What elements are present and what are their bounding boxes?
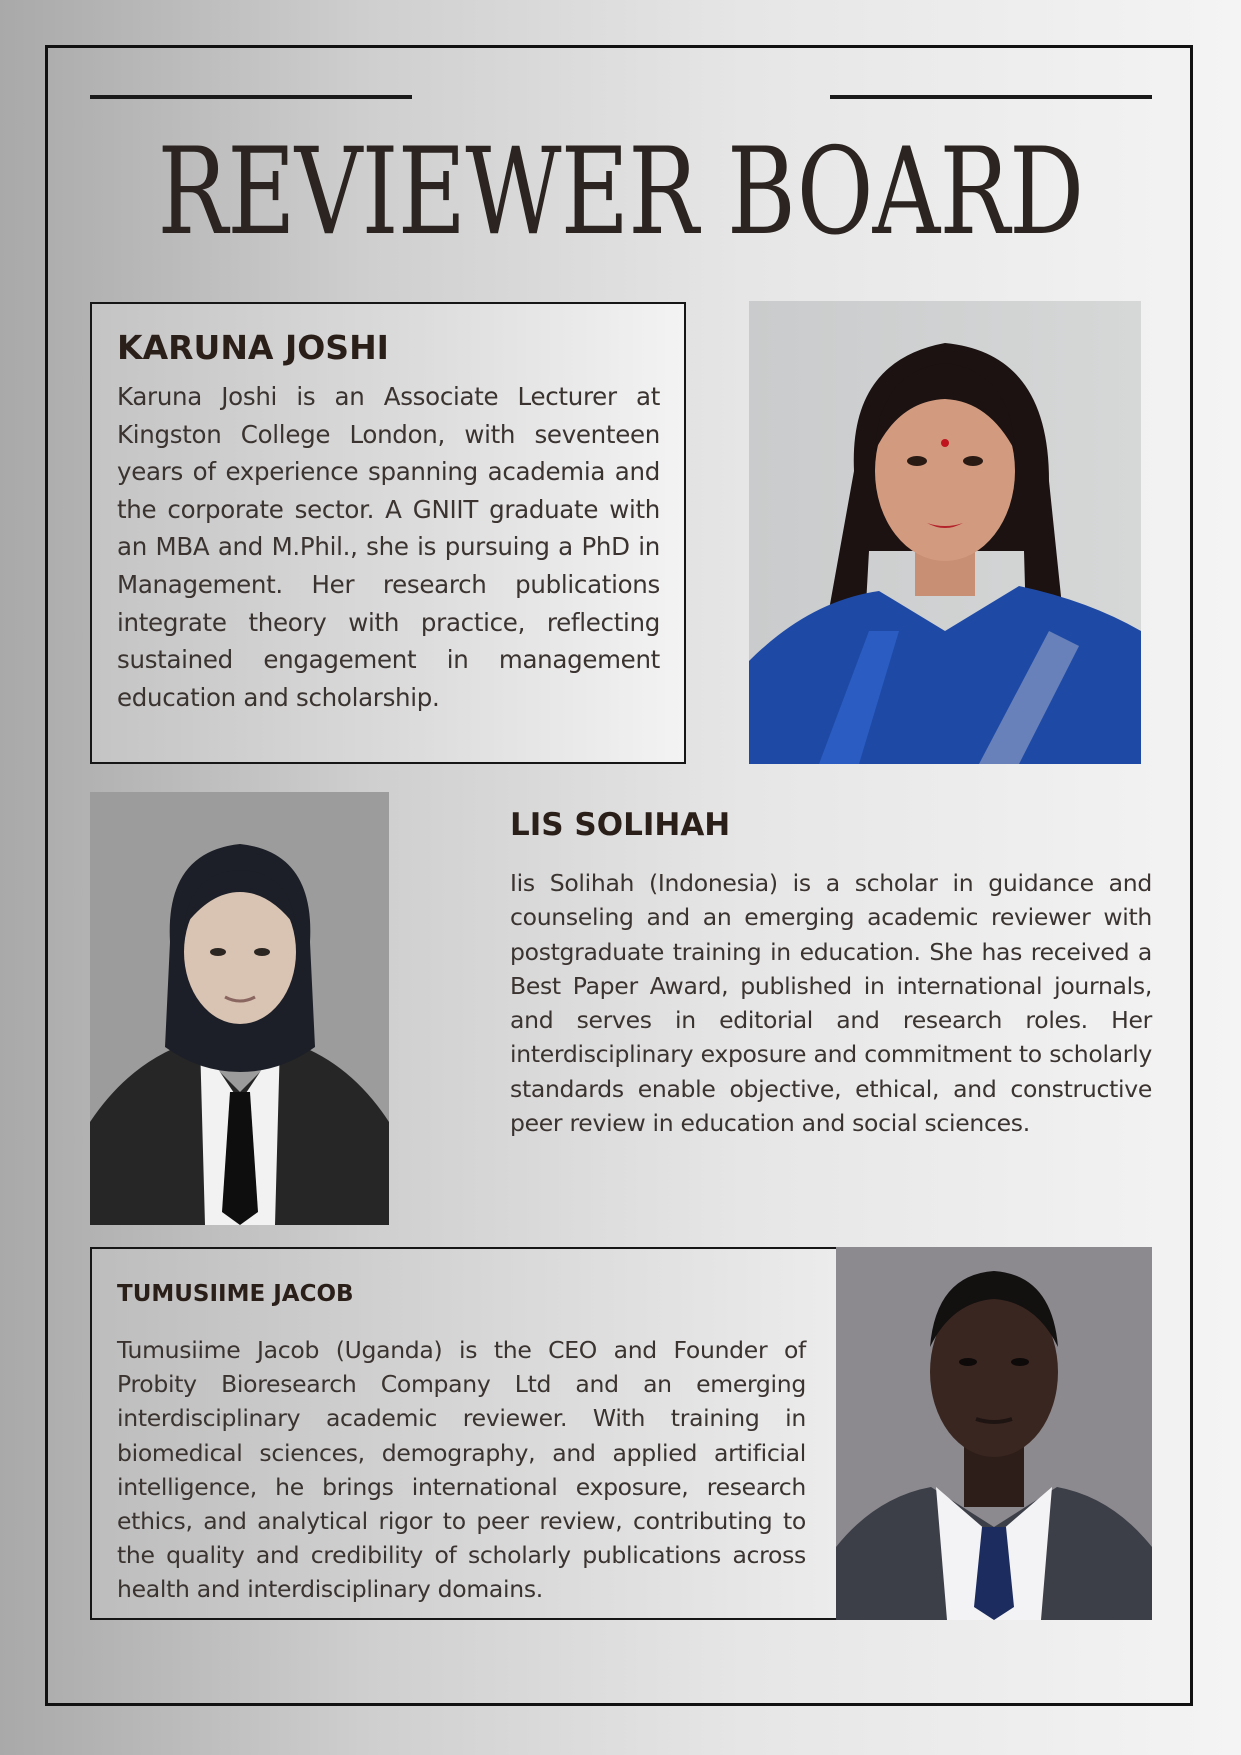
title-rule-right	[830, 95, 1152, 99]
reviewer-bio: Tumusiime Jacob (Uganda) is the CEO and Founder of Probity Bioresearch Company Ltd and an emerging interdisciplinary academic reviewer. With training in biomedical sciences, demography, and applied artificial intelligence, he brings international exposure, research ethics, and analytical rigor to peer review, contributing to the quality and credibility of scholarly publications across health and interdisciplinary domains.	[117, 1336, 806, 1604]
reviewer-name: KARUNA JOSHI	[117, 328, 389, 367]
reviewer-name: LIS SOLIHAH	[510, 807, 731, 843]
portrait-woman-hijab-suit-icon	[90, 792, 389, 1225]
reviewer-card-karuna-joshi	[90, 302, 686, 764]
reviewer-bio: Karuna Joshi is an Associate Lecturer at Kingston College London, with seventeen years of experience spanning academia and the corporate sector. A GNIIT graduate with an MBA and M.Phil., she is pursuing a PhD in Management. Her research publications integrate theory with practice, reflecting sustained engagement in management education and scholarship.	[117, 382, 660, 712]
title-rule-left	[90, 95, 412, 99]
portrait-woman-blue-saree-icon	[749, 301, 1141, 764]
reviewer-bio: Iis Solihah (Indonesia) is a scholar in guidance and counseling and an emerging academic reviewer with postgraduate training in education. She has received a Best Paper Award, published in international journals, and serves in editorial and research roles. Her interdisciplinary exposure and commitment to scholarly standards enable objective, ethical, and constructive peer review in education and social sciences.	[510, 869, 1152, 1138]
page-title: REVIEWER BOARD	[157, 123, 1084, 262]
reviewer-name: TUMUSIIME JACOB	[117, 1281, 354, 1307]
portrait-man-suit-tie-icon	[836, 1247, 1152, 1620]
reviewer-card-tumusiime-jacob	[90, 1247, 840, 1620]
